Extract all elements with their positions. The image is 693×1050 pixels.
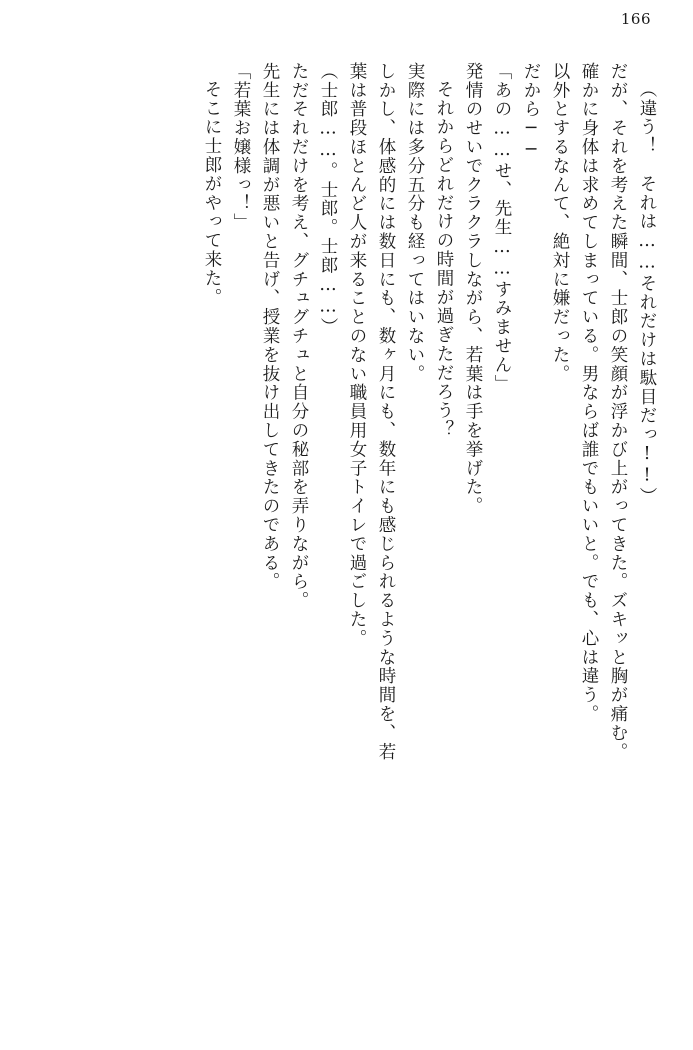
text-line: 先生には体調が悪いと告げ、授業を抜け出してきたのである。 <box>260 62 280 592</box>
text-line: しかし、体感的には数日にも、数ヶ月にも、数年にも感じられるような時間を、若 <box>376 62 396 762</box>
text-line: それからどれだけの時間が過ぎただろう？ <box>434 80 454 440</box>
text-line: だから── <box>521 62 541 162</box>
text-line: 実際には多分五分も経ってはいない。 <box>405 62 425 384</box>
text-line: ただそれだけを考え、グチュグチュと自分の秘部を弄りながら。 <box>289 62 309 611</box>
page-number: 166 <box>620 10 651 28</box>
text-line: （士郎……。士郎。士郎……） <box>318 62 338 337</box>
text-line: 「若葉お嬢様っ！」 <box>231 62 251 233</box>
text-line: 発情のせいでクラクラしながら、若葉は手を挙げた。 <box>463 62 483 516</box>
text-line: 確かに身体は求めてしまっている。男ならば誰でもいいと。でも、心は違う。 <box>579 62 599 724</box>
text-line: 以外とするなんて、絶対に嫌だった。 <box>550 62 570 384</box>
text-line: 葉は普段ほとんど人が来ることのない職員用女子トイレで過ごした。 <box>347 62 367 648</box>
text-line: 「あの……せ、先生……すみません」 <box>492 62 512 394</box>
text-line: だが、それを考えた瞬間、士郎の笑顔が浮かび上がってきた。ズキッと胸が痛む。 <box>608 62 628 762</box>
text-line: （違う！ それは……それだけは駄目だっ!!） <box>637 80 657 506</box>
vertical-text-body <box>38 62 655 1010</box>
text-line: そこに士郎がやって来た。 <box>202 80 222 307</box>
